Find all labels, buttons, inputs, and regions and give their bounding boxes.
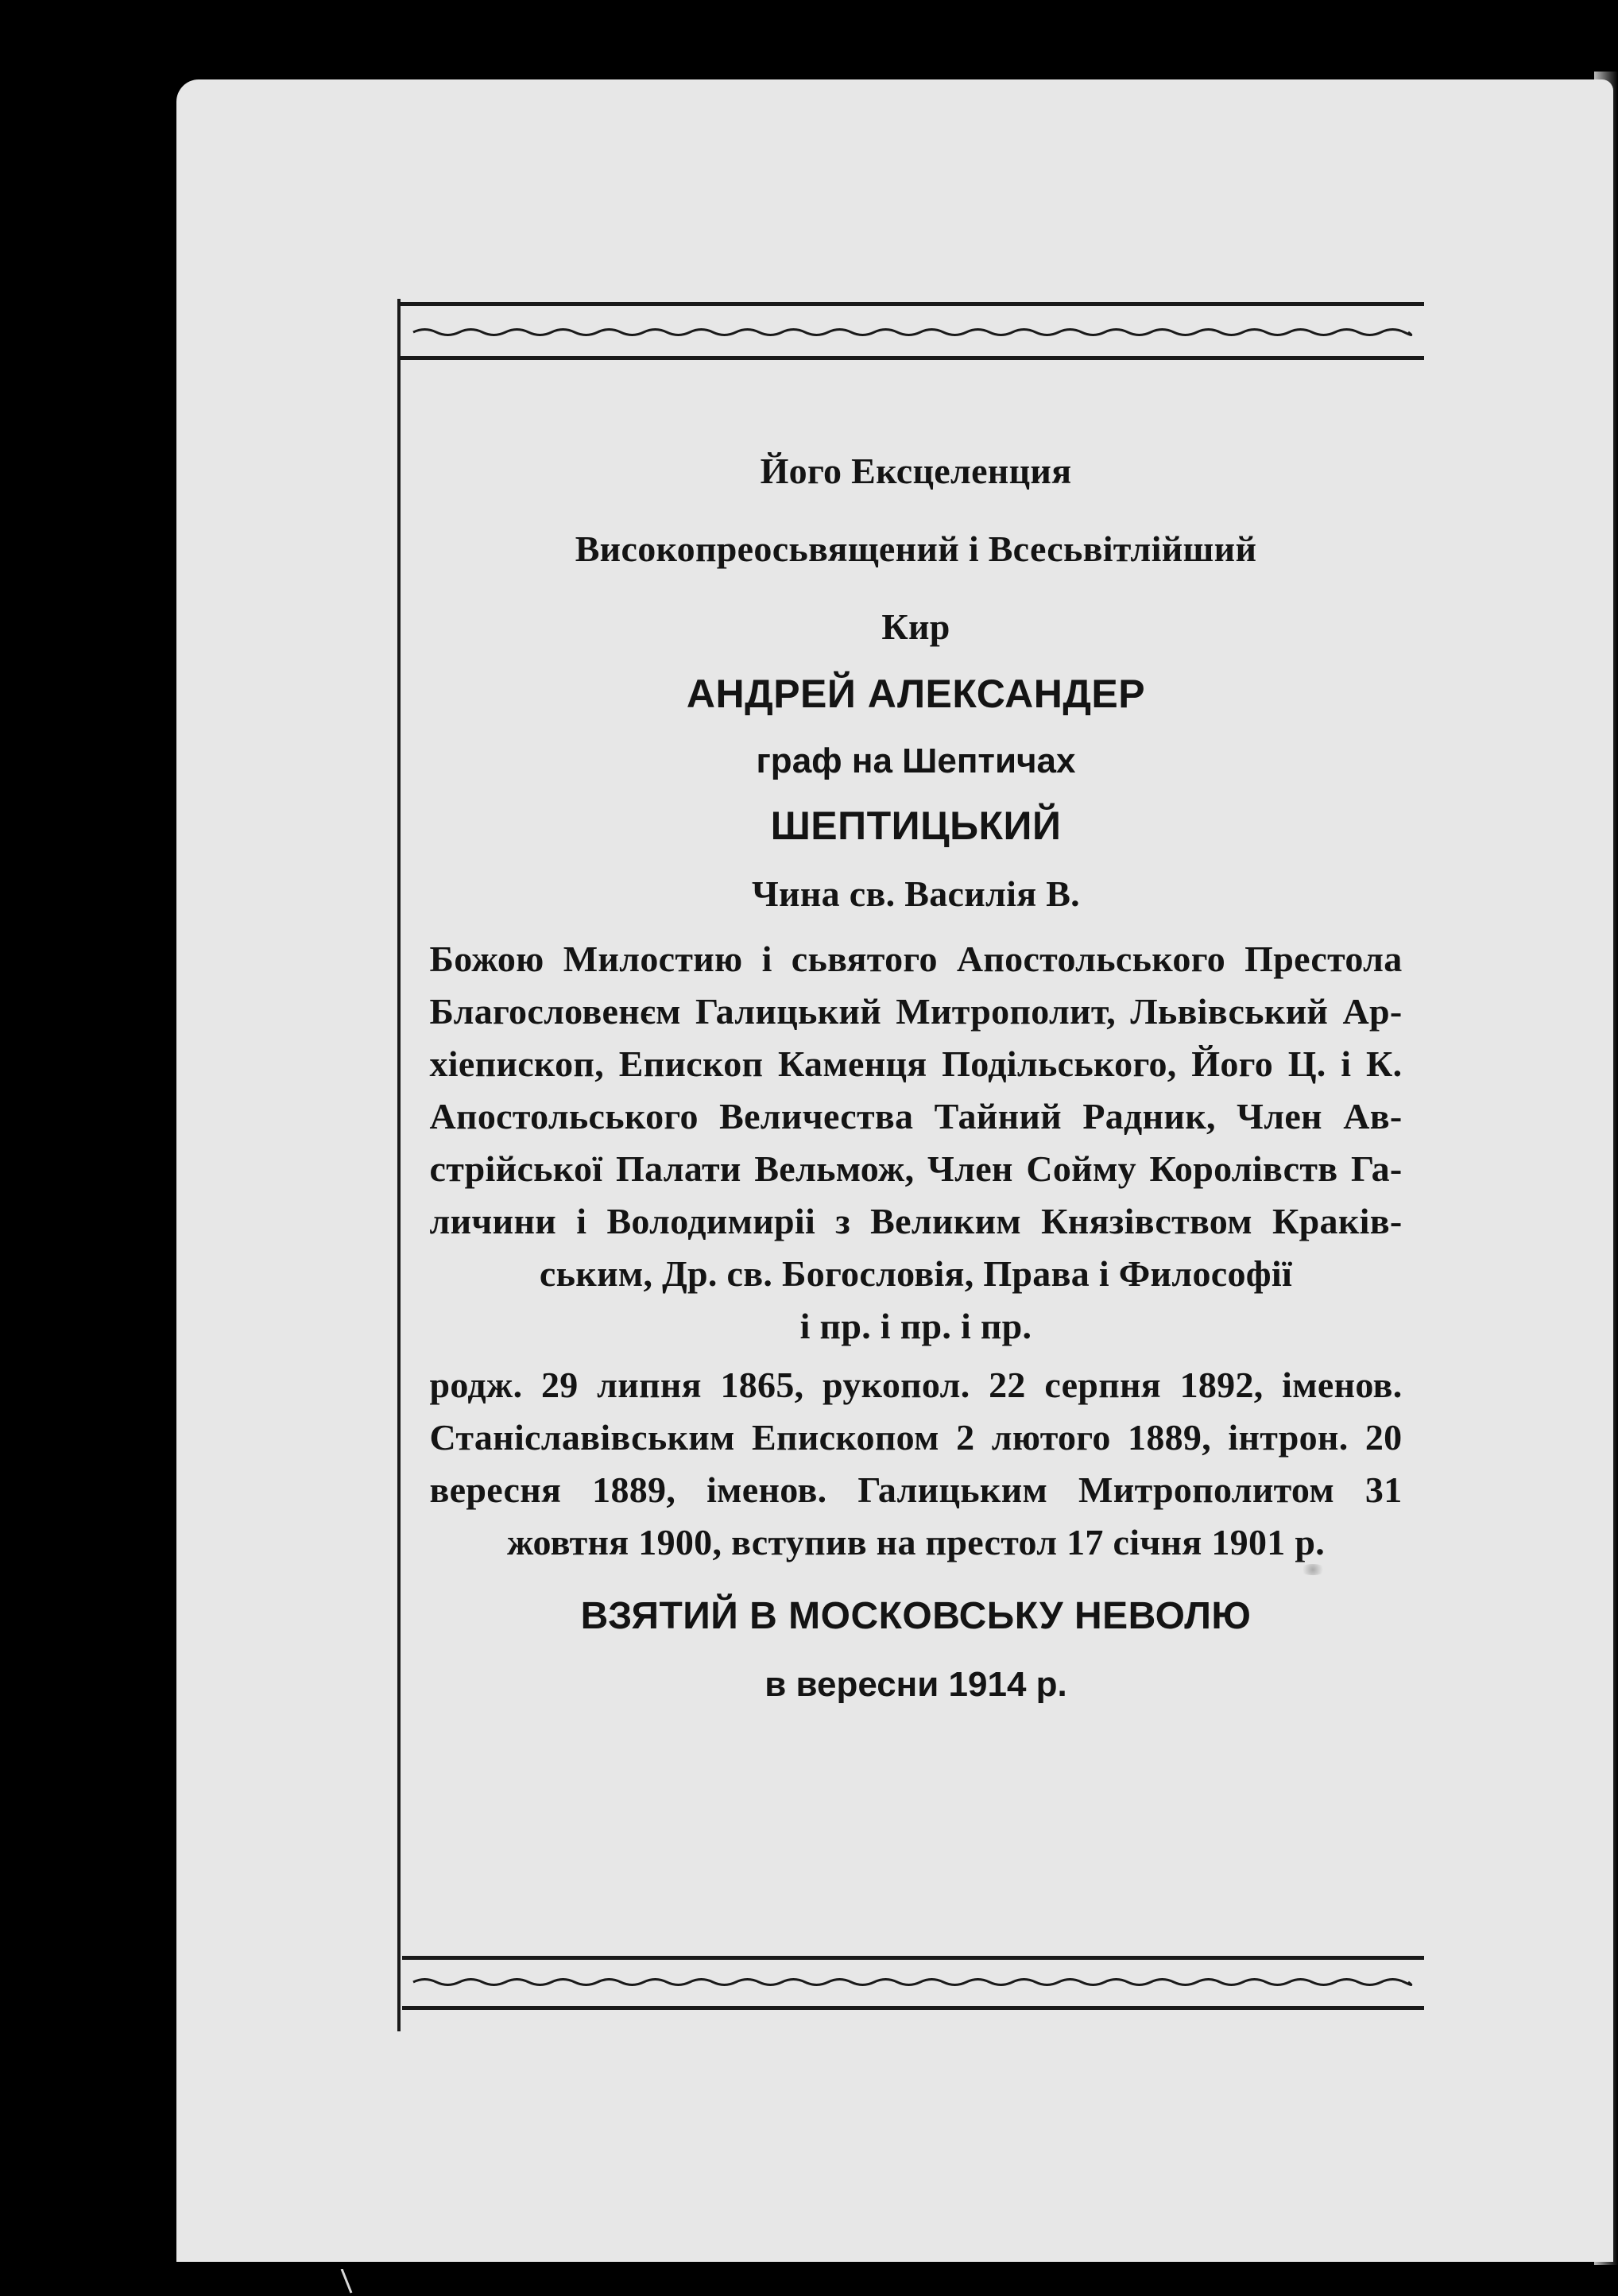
titles-line: стрійської Палати Вельмож, Член Сойму Королівств Га- [429,1148,1403,1189]
titles-line: личини і Володимиріі з Великим Князівством Краків- [429,1201,1403,1241]
honorific-kyr: Кир [881,606,950,647]
titles-line: Апостольського Величества Тайний Радник, Член Ав- [429,1096,1403,1136]
honorific-line: Його Ексцеленция [760,451,1072,491]
titles-line: хіепископ, Епископ Каменця Подільського, Його Ц. і К. [429,1043,1403,1084]
biography-paragraph [425,1359,1407,1569]
bottom-rule-outer [402,2006,1424,2010]
top-wave-rule [413,330,1411,335]
dedication-text [425,453,1407,1702]
top-rule-inner [397,356,1424,360]
titles-line: ським, Др. св. Богословія, Права і Философії [539,1253,1293,1294]
first-names: АНДРЕЙ АЛЕКСАНДЕР [686,672,1146,716]
biography-line: вересня 1889, іменов. Галицьким Митрополитом 31 [429,1469,1403,1510]
count-title: граф на Шептичах [756,741,1076,780]
film-scratch-mark [340,2269,361,2296]
surname: ШЕПТИЦЬКИЙ [770,803,1062,848]
honorific-line-2: Високопреосьвящений і Всесьвітлійший [575,529,1257,569]
captivity-date: в вересни 1914 р. [764,1665,1067,1704]
order-line: Чина св. Василія В. [752,873,1080,914]
biography-line: родж. 29 липня 1865, рукопол. 22 серпня 1892, іменов. [429,1365,1403,1405]
biography-line: Станіславівським Епископом 2 лютого 1889, інтрон. 20 [429,1417,1403,1458]
titles-paragraph [425,933,1407,1353]
bottom-rule-inner [402,1956,1424,1960]
top-rule-outer [397,302,1424,306]
paper-blemish [1299,1564,1326,1575]
titles-line: Божою Милостию і сьвятого Апостольського Престола [429,939,1403,979]
bottom-wave-rule [413,1980,1411,1985]
left-rule [397,299,401,2031]
titles-line: Благословенєм Галицький Митрополит, Львівський Ар- [429,991,1403,1032]
biography-line: жовтня 1900, вступив на престол 17 січня 1901 р. [506,1522,1326,1562]
titles-etc: і пр. і пр. і пр. [799,1306,1032,1346]
captivity-heading: ВЗЯТИЙ В МОСКОВСЬКУ НЕВОЛЮ [580,1595,1252,1637]
